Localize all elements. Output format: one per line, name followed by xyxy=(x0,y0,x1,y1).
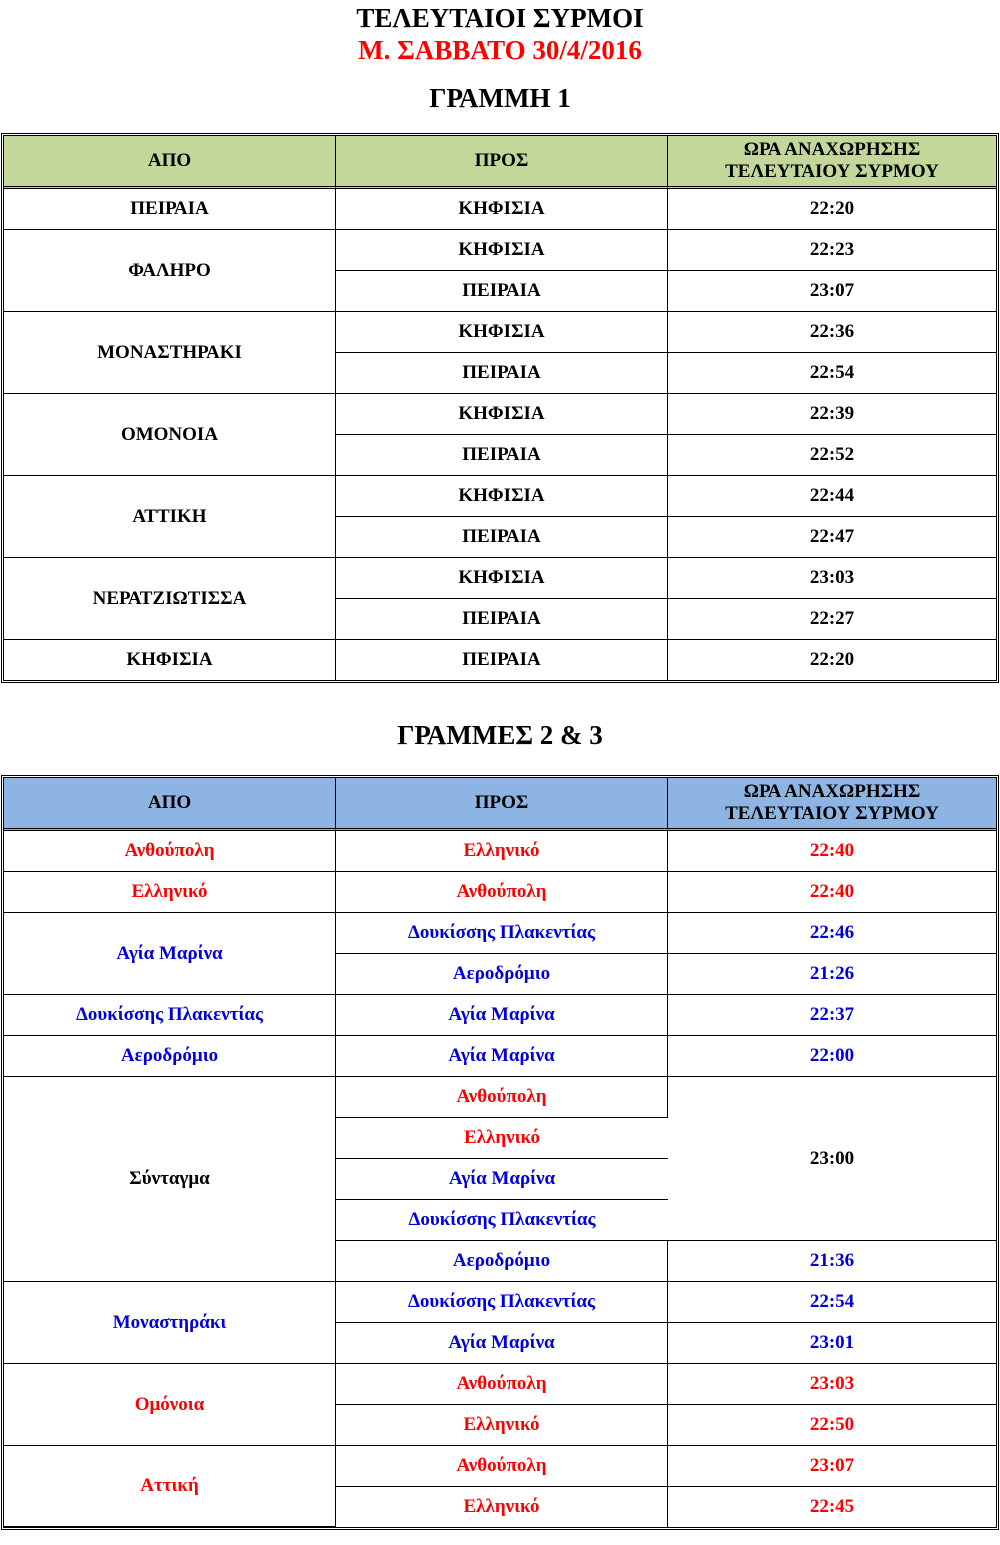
from-cell: Ανθούπολη xyxy=(4,831,336,872)
from-cell: Δουκίσσης Πλακεντίας xyxy=(4,995,336,1036)
page-title: ΤΕΛΕΥΤΑΙΟΙ ΣΥΡΜΟΙ xyxy=(356,3,644,33)
from-cell: Αεροδρόμιο xyxy=(4,1036,336,1077)
to-cell: Αεροδρόμιο xyxy=(336,954,668,995)
table-header-row xyxy=(4,136,996,189)
table-row xyxy=(4,831,996,872)
time-cell: 23:07 xyxy=(668,1446,996,1487)
time-cell: 22:50 xyxy=(668,1405,996,1446)
time-cell: 23:00 xyxy=(668,1077,996,1241)
time-cell: 22:36 xyxy=(668,312,996,353)
page-date: Μ. ΣΑΒΒΑΤΟ 30/4/2016 xyxy=(358,35,642,65)
to-cell: ΚΗΦΙΣΙΑ xyxy=(336,394,668,435)
column-header-time: ΩΡΑ ΑΝΑΧΩΡΗΣΗΣ ΤΕΛΕΥΤΑΙΟΥ ΣΥΡΜΟΥ xyxy=(668,778,996,831)
table-row xyxy=(4,1364,996,1405)
to-cell: Ανθούπολη xyxy=(336,1077,668,1118)
time-cell: 22:54 xyxy=(668,353,996,394)
time-cell: 22:37 xyxy=(668,995,996,1036)
time-cell: 22:40 xyxy=(668,872,996,913)
table-row xyxy=(4,312,996,353)
from-cell: Ομόνοια xyxy=(4,1364,336,1446)
from-cell: Αττική xyxy=(4,1446,336,1527)
table-header-row xyxy=(4,778,996,831)
to-cell: Αγία Μαρίνα xyxy=(336,1036,668,1077)
time-cell: 22:52 xyxy=(668,435,996,476)
table-row xyxy=(4,558,996,599)
to-cell: ΚΗΦΙΣΙΑ xyxy=(336,189,668,230)
time-cell: 23:03 xyxy=(668,558,996,599)
time-cell: 22:23 xyxy=(668,230,996,271)
from-cell: ΜΟΝΑΣΤΗΡΑΚΙ xyxy=(4,312,336,394)
to-cell: Ελληνικό xyxy=(336,831,668,872)
time-cell: 23:03 xyxy=(668,1364,996,1405)
from-cell: Μοναστηράκι xyxy=(4,1282,336,1364)
to-cell: Αγία Μαρίνα xyxy=(336,1323,668,1364)
to-cell: Ελληνικό xyxy=(336,1487,668,1527)
to-cell: ΚΗΦΙΣΙΑ xyxy=(336,558,668,599)
column-header-to: ΠΡΟΣ xyxy=(336,136,668,189)
table-row xyxy=(4,872,996,913)
time-cell: 22:44 xyxy=(668,476,996,517)
to-cell: Ανθούπολη xyxy=(336,1364,668,1405)
time-cell: 23:07 xyxy=(668,271,996,312)
to-cell: Αεροδρόμιο xyxy=(336,1241,668,1282)
to-cell: ΠΕΙΡΑΙΑ xyxy=(336,271,668,312)
time-cell: 22:27 xyxy=(668,599,996,640)
line1-title: ΓΡΑΜΜΗ 1 xyxy=(429,83,571,113)
table-row xyxy=(4,1077,996,1118)
to-cell: Ανθούπολη xyxy=(336,1446,668,1487)
to-cell: Δουκίσσης Πλακεντίας xyxy=(336,1282,668,1323)
to-cell: Ελληνικό xyxy=(336,1118,668,1159)
to-cell: Αγία Μαρίνα xyxy=(336,995,668,1036)
line23-title: ΓΡΑΜΜΕΣ 2 & 3 xyxy=(397,720,603,750)
table-row xyxy=(4,476,996,517)
table-row xyxy=(4,1036,996,1077)
table-row xyxy=(4,189,996,230)
to-cell: ΚΗΦΙΣΙΑ xyxy=(336,312,668,353)
from-cell: ΚΗΦΙΣΙΑ xyxy=(4,640,336,680)
to-cell: Ανθούπολη xyxy=(336,872,668,913)
table-row xyxy=(4,1446,996,1487)
to-cell: ΠΕΙΡΑΙΑ xyxy=(336,517,668,558)
table-row xyxy=(4,1282,996,1323)
from-cell: ΦΑΛΗΡΟ xyxy=(4,230,336,312)
from-cell: ΟΜΟΝΟΙΑ xyxy=(4,394,336,476)
to-cell: ΠΕΙΡΑΙΑ xyxy=(336,435,668,476)
time-cell: 22:54 xyxy=(668,1282,996,1323)
time-cell: 22:40 xyxy=(668,831,996,872)
from-cell: Αγία Μαρίνα xyxy=(4,913,336,995)
to-cell: ΠΕΙΡΑΙΑ xyxy=(336,353,668,394)
line1-table xyxy=(1,133,999,683)
time-cell: 21:26 xyxy=(668,954,996,995)
table-row xyxy=(4,230,996,271)
time-cell: 22:45 xyxy=(809,1496,855,1517)
to-cell: Δουκίσσης Πλακεντίας xyxy=(336,913,668,954)
time-cell: 21:36 xyxy=(668,1241,996,1282)
time-cell: 22:47 xyxy=(668,517,996,558)
to-cell: Ελληνικό xyxy=(336,1405,668,1446)
table-row xyxy=(4,995,996,1036)
time-cell: 23:01 xyxy=(668,1323,996,1364)
table-row xyxy=(4,640,996,680)
line23-table xyxy=(1,775,999,1530)
column-header-to: ΠΡΟΣ xyxy=(336,778,668,831)
time-cell: 22:20 xyxy=(668,189,996,230)
column-header-time: ΩΡΑ ΑΝΑΧΩΡΗΣΗΣ ΤΕΛΕΥΤΑΙΟΥ ΣΥΡΜΟΥ xyxy=(668,136,996,189)
time-cell: 22:20 xyxy=(809,649,855,670)
to-cell: ΠΕΙΡΑΙΑ xyxy=(336,640,668,680)
to-cell: ΠΕΙΡΑΙΑ xyxy=(336,599,668,640)
column-header-from: ΑΠΟ xyxy=(4,136,336,189)
table-row xyxy=(4,394,996,435)
to-cell: Δουκίσσης Πλακεντίας xyxy=(336,1200,668,1241)
column-header-from: ΑΠΟ xyxy=(4,778,336,831)
from-cell: Σύνταγμα xyxy=(4,1077,336,1282)
table-row xyxy=(4,913,996,954)
from-cell: ΝΕΡΑΤΖΙΩΤΙΣΣΑ xyxy=(4,558,336,640)
time-cell: 22:46 xyxy=(668,913,996,954)
time-cell: 22:39 xyxy=(668,394,996,435)
from-cell: ΠΕΙΡΑΙΑ xyxy=(4,189,336,230)
to-cell: Αγία Μαρίνα xyxy=(336,1159,668,1200)
time-cell: 22:00 xyxy=(668,1036,996,1077)
to-cell: ΚΗΦΙΣΙΑ xyxy=(336,476,668,517)
from-cell: Ελληνικό xyxy=(4,872,336,913)
to-cell: ΚΗΦΙΣΙΑ xyxy=(336,230,668,271)
from-cell: ΑΤΤΙΚΗ xyxy=(4,476,336,558)
